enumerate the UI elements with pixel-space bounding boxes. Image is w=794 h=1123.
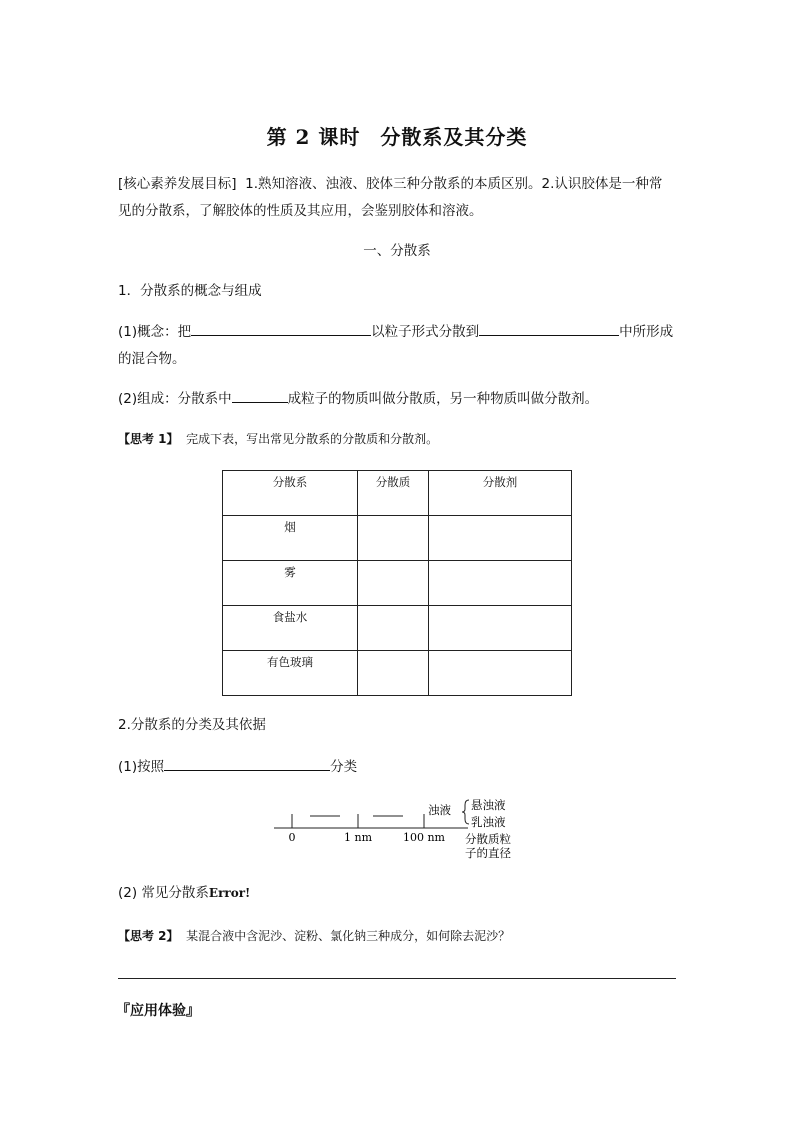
table-header: 分散剂 (429, 471, 572, 516)
composition-line (118, 386, 688, 412)
heading-classification: 2.分散系的分类及其依据 (118, 717, 266, 733)
section-heading: 一、分散系 (363, 243, 431, 259)
think-1-label: 【思考 1】 (118, 432, 179, 446)
brace-icon (462, 800, 469, 824)
table-cell-empty[interactable] (358, 561, 429, 606)
concept-line-2: 的混合物。 (118, 351, 186, 367)
particle-size-diagram (270, 795, 530, 865)
axis-label-line-2: 子的直径 (465, 846, 511, 860)
table-cell: 食盐水 (223, 606, 358, 651)
common-dispersions-text: (2) 常见分散系 (118, 885, 209, 901)
axis-label-line-1: 分散质粒 (465, 832, 511, 846)
tick-label: 100 nm (402, 831, 446, 844)
error-text: Error! (208, 886, 251, 900)
page-title: 第 2 课时 分散系及其分类 (266, 125, 528, 149)
blank-dispersed-substance[interactable] (191, 321, 371, 336)
emulsion-label: 乳浊液 (471, 815, 506, 829)
table-row (223, 516, 572, 561)
table-cell-empty[interactable] (429, 606, 572, 651)
classify-suffix: 分类 (330, 759, 358, 775)
table-cell: 烟 (223, 516, 358, 561)
goals-line-1 (118, 171, 688, 197)
goals-label: [核心素养发展目标] (118, 176, 237, 192)
think-2-text: 某混合液中含泥沙、淀粉、氯化钠三种成分，如何除去泥沙？ (186, 929, 511, 943)
think-1 (118, 430, 438, 447)
table-header-row (223, 471, 572, 516)
table-cell-empty[interactable] (429, 516, 572, 561)
composition-prefix: (2)组成：分散系中 (118, 391, 232, 407)
table-row (223, 561, 572, 606)
table-cell: 雾 (223, 561, 358, 606)
blank-classification-basis[interactable] (164, 756, 330, 771)
classify-prefix: (1)按照 (118, 759, 165, 775)
concept-prefix: (1)概念：把 (118, 324, 192, 340)
blank-composition[interactable] (232, 388, 288, 403)
concept-suffix: 中所形成 (619, 324, 674, 340)
common-dispersions-line (118, 880, 250, 906)
concept-mid: 以粒子形式分散到 (371, 324, 480, 340)
table-cell: 有色玻璃 (223, 651, 358, 696)
table-row (223, 651, 572, 696)
goals-line-2: 见的分散系，了解胶体的性质及其应用，会鉴别胶体和溶液。 (118, 203, 483, 219)
application-heading: 『应用体验』 (116, 1003, 200, 1019)
think-2-label: 【思考 2】 (118, 929, 179, 943)
table-cell-empty[interactable] (429, 651, 572, 696)
suspension-label: 悬浊液 (471, 798, 506, 812)
table-cell-empty[interactable] (358, 606, 429, 651)
tick-label: 1 nm (343, 831, 373, 844)
table-cell-empty[interactable] (358, 516, 429, 561)
tick-label: 0 (288, 831, 296, 844)
concept-line (118, 319, 688, 345)
table-header: 分散质 (358, 471, 429, 516)
think-1-text: 完成下表，写出常见分散系的分散质和分散剂。 (186, 432, 439, 446)
goals-text-1: 1.熟知溶液、浊液、胶体三种分散系的本质区别。2.认识胶体是一种常 (245, 176, 663, 192)
classify-line (118, 754, 518, 780)
answer-divider (118, 978, 676, 979)
turbid-label: 浊液 (428, 803, 451, 817)
composition-suffix: 成粒子的物质叫做分散质，另一种物质叫做分散剂。 (287, 391, 599, 407)
table-row (223, 606, 572, 651)
blank-dispersing-substance[interactable] (479, 321, 619, 336)
dispersion-table (222, 470, 572, 696)
heading-concept: 1．分散系的概念与组成 (118, 283, 262, 299)
think-2 (118, 927, 510, 944)
table-cell-empty[interactable] (429, 561, 572, 606)
table-header: 分散系 (223, 471, 358, 516)
table-cell-empty[interactable] (358, 651, 429, 696)
